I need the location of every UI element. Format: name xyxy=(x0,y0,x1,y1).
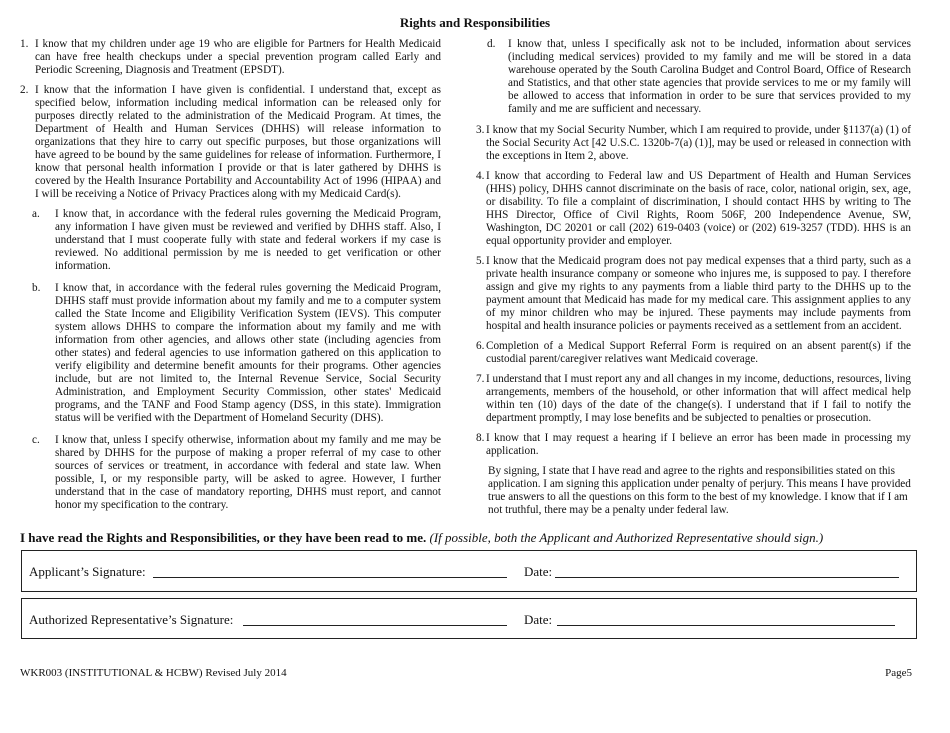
item-text: I know that my children under age 19 who are eligible for Partners for Health Medicaid can have free health checkups under a special prevention program called Early and Periodic Screening, Diagnosis and Treatment (EPSDT). xyxy=(35,38,441,76)
sub-item-letter: c. xyxy=(32,434,40,446)
item-number: 1. xyxy=(20,38,29,50)
item-number: 5. xyxy=(476,255,485,267)
item-number: 6. xyxy=(476,340,485,352)
list-item xyxy=(476,124,911,163)
applicant-date-label: Date: xyxy=(524,564,553,579)
acknowledgment xyxy=(20,530,935,546)
sub-item-letter: b. xyxy=(32,282,41,294)
item-text: I know that my Social Security Number, which I am required to provide, under §1137(a) (1) of the Social Security Act [42 U.S.C. 1320b-7(a) (1)], may be used or released in connection with the exceptions in Item 2, above. xyxy=(486,124,911,162)
list-item xyxy=(476,340,911,366)
sub-item-text: I know that, in accordance with the federal rules governing the Medicaid Program, any information I have given must be reviewed and verified by DHHS staff. Also, I understand that I must cooperate fully with state and federal workers if my case is reviewed. No additional permission by me is needed to get verification or other information. xyxy=(55,208,441,272)
acknowledgment-note: (If possible, both the Applicant and Authorized Representative should sign.) xyxy=(429,530,824,545)
item-number: 3. xyxy=(476,124,485,136)
sub-item-text: I know that, unless I specify otherwise, information about my family and me may be shared by DHHS for the purpose of making a proper referral of my case to other sources of services or treatment, in accordance with federal and state law. When possible, I, or my responsible party, will be asked to agree. However, I further understand that in the case of mandatory reporting, DHHS must report, and cannot honor my specification to the contrary. xyxy=(55,434,441,511)
item-text: I understand that I must report any and all changes in my income, deductions, resources, living arrangements, members of the household, or other information that will affect medical help within ten (10) days of the date of the change(s). I understand that if I fail to notify the department promptly, I may lose benefits and be subjected to penalties or prosecution. xyxy=(486,373,911,424)
sub-item-letter: a. xyxy=(32,208,40,220)
sub-item-text: I know that, in accordance with the federal rules governing the Medicaid Program, DHHS staff must provide information about my family and me to a computer system called the State Income and Eligibility Verification System (IEVS). This computer system allows DHHS to compare the information about my family and me with information from other agencies, and allows other state (including agencies from other states) and federal agencies to use information gathered on this application to verify eligibility and determine benefit amounts for their programs. Other agencies include, but are not limited to, the Internal Revenue Service, Social Security Administration, and Employment Security Commission, other states' Medicaid programs, and the TANF and Food Stamp agency (DSS, in this state). Immigration status will be verified with the Department of Homeland Security (DHS). xyxy=(55,282,441,424)
right-column xyxy=(476,38,911,517)
left-column xyxy=(20,38,441,521)
page-title: Rights and Responsibilities xyxy=(399,15,551,30)
representative-signature-label: Authorized Representative’s Signature: xyxy=(29,612,234,627)
sub-item xyxy=(20,282,441,425)
sub-item xyxy=(476,38,911,116)
item-text: I know that the Medicaid program does not pay medical expenses that a third party, such as a private health insurance company or someone who injures me, is supposed to pay. I therefore assign and give my rights to any payments from a liable third party to the DHHS up to the payment amount that Medicaid has made for my medical care. This assignment applies to any of my minor children who may be injured. These payments may include payments from hospital and health insurance policies or payments received as a settlement from an accident. xyxy=(486,255,911,332)
acknowledgment-statement: I have read the Rights and Responsibilities, or they have been read to me. xyxy=(20,530,427,545)
item-text: I know that the information I have given is confidential. I understand that, except as specified below, information including medical information can be released only for purposes directly related to the administration of the Medicaid Program. At times, the Department of Health and Human Services (DHHS) will release information to organizations that they hire to carry out specific purposes, but those organizations will have agreed to be bound by the same guidelines for release of information. Furthermore, I know that personal health information I provide or that is later gathered by DHHS is covered by the Health Insurance Portability and Accountability Act of 1996 (HIPAA) and I will be receiving a Notice of Privacy Practices along with my Medicaid Card(s). xyxy=(35,84,441,200)
sub-item-text: I know that, unless I specifically ask not to be included, information about services (including medical services) provided to my family and me will be stored in a data warehouse operated by the South Carolina Budget and Control Board, Office of Research and Statistics, and that other state agencies that provide services to me or my family will be allowed to access that information in order to be sure that services provided to my family and me are sufficient and necessary. xyxy=(508,38,911,115)
list-item xyxy=(476,170,911,248)
page-number: Page5 xyxy=(885,667,912,679)
item-number: 4. xyxy=(476,170,485,182)
sub-item xyxy=(20,434,441,512)
item-number: 8. xyxy=(476,432,485,444)
representative-date-label: Date: xyxy=(524,612,553,627)
applicant-signature-label: Applicant’s Signature: xyxy=(29,564,146,579)
applicant-signature-box xyxy=(21,550,917,592)
list-item xyxy=(476,432,911,458)
sub-item xyxy=(20,208,441,273)
list-item xyxy=(476,255,911,333)
sub-item-letter: d. xyxy=(487,38,496,50)
item-number: 7. xyxy=(476,373,485,385)
representative-signature-box xyxy=(21,598,917,639)
signing-statement: By signing, I state that I have read and agree to the rights and responsibilities stated on this application. I am signing this application under penalty of perjury. This means I have provided true answers to all the questions on this form to the best of my knowledge. I know that if I am not truthful, there may be a penalty under federal law. xyxy=(488,465,911,516)
list-item xyxy=(476,373,911,425)
applicant-date-line[interactable] xyxy=(555,577,899,578)
representative-date-line[interactable] xyxy=(557,625,895,626)
item-text: I know that I may request a hearing if I believe an error has been made in processing my application. xyxy=(486,432,911,457)
item-text: Completion of a Medical Support Referral Form is required on an absent parent(s) if the custodial parent/caregiver relatives want Medicaid coverage. xyxy=(486,340,911,365)
form-id: WKR003 (INSTITUTIONAL & HCBW) Revised July 2014 xyxy=(20,667,287,679)
representative-signature-line[interactable] xyxy=(243,625,507,626)
list-item xyxy=(20,84,441,201)
applicant-signature-line[interactable] xyxy=(153,577,507,578)
item-text: I know that according to Federal law and US Department of Health and Human Services (HHS) policy, DHHS cannot discriminate on the basis of race, color, national origin, sex, age, or disability. To file a complaint of discrimination, I should contact HHS by writing to The HHS Director, Office of Civil Rights, Room 506F, 200 Independence Avenue, SW, Washington, DC 20201 or call (202) 619-0403 (voice) or (202) 619-3257 (TDD). HHS is an equal opportunity provider and employer. xyxy=(486,170,911,247)
item-number: 2. xyxy=(20,84,29,96)
list-item xyxy=(20,38,441,77)
